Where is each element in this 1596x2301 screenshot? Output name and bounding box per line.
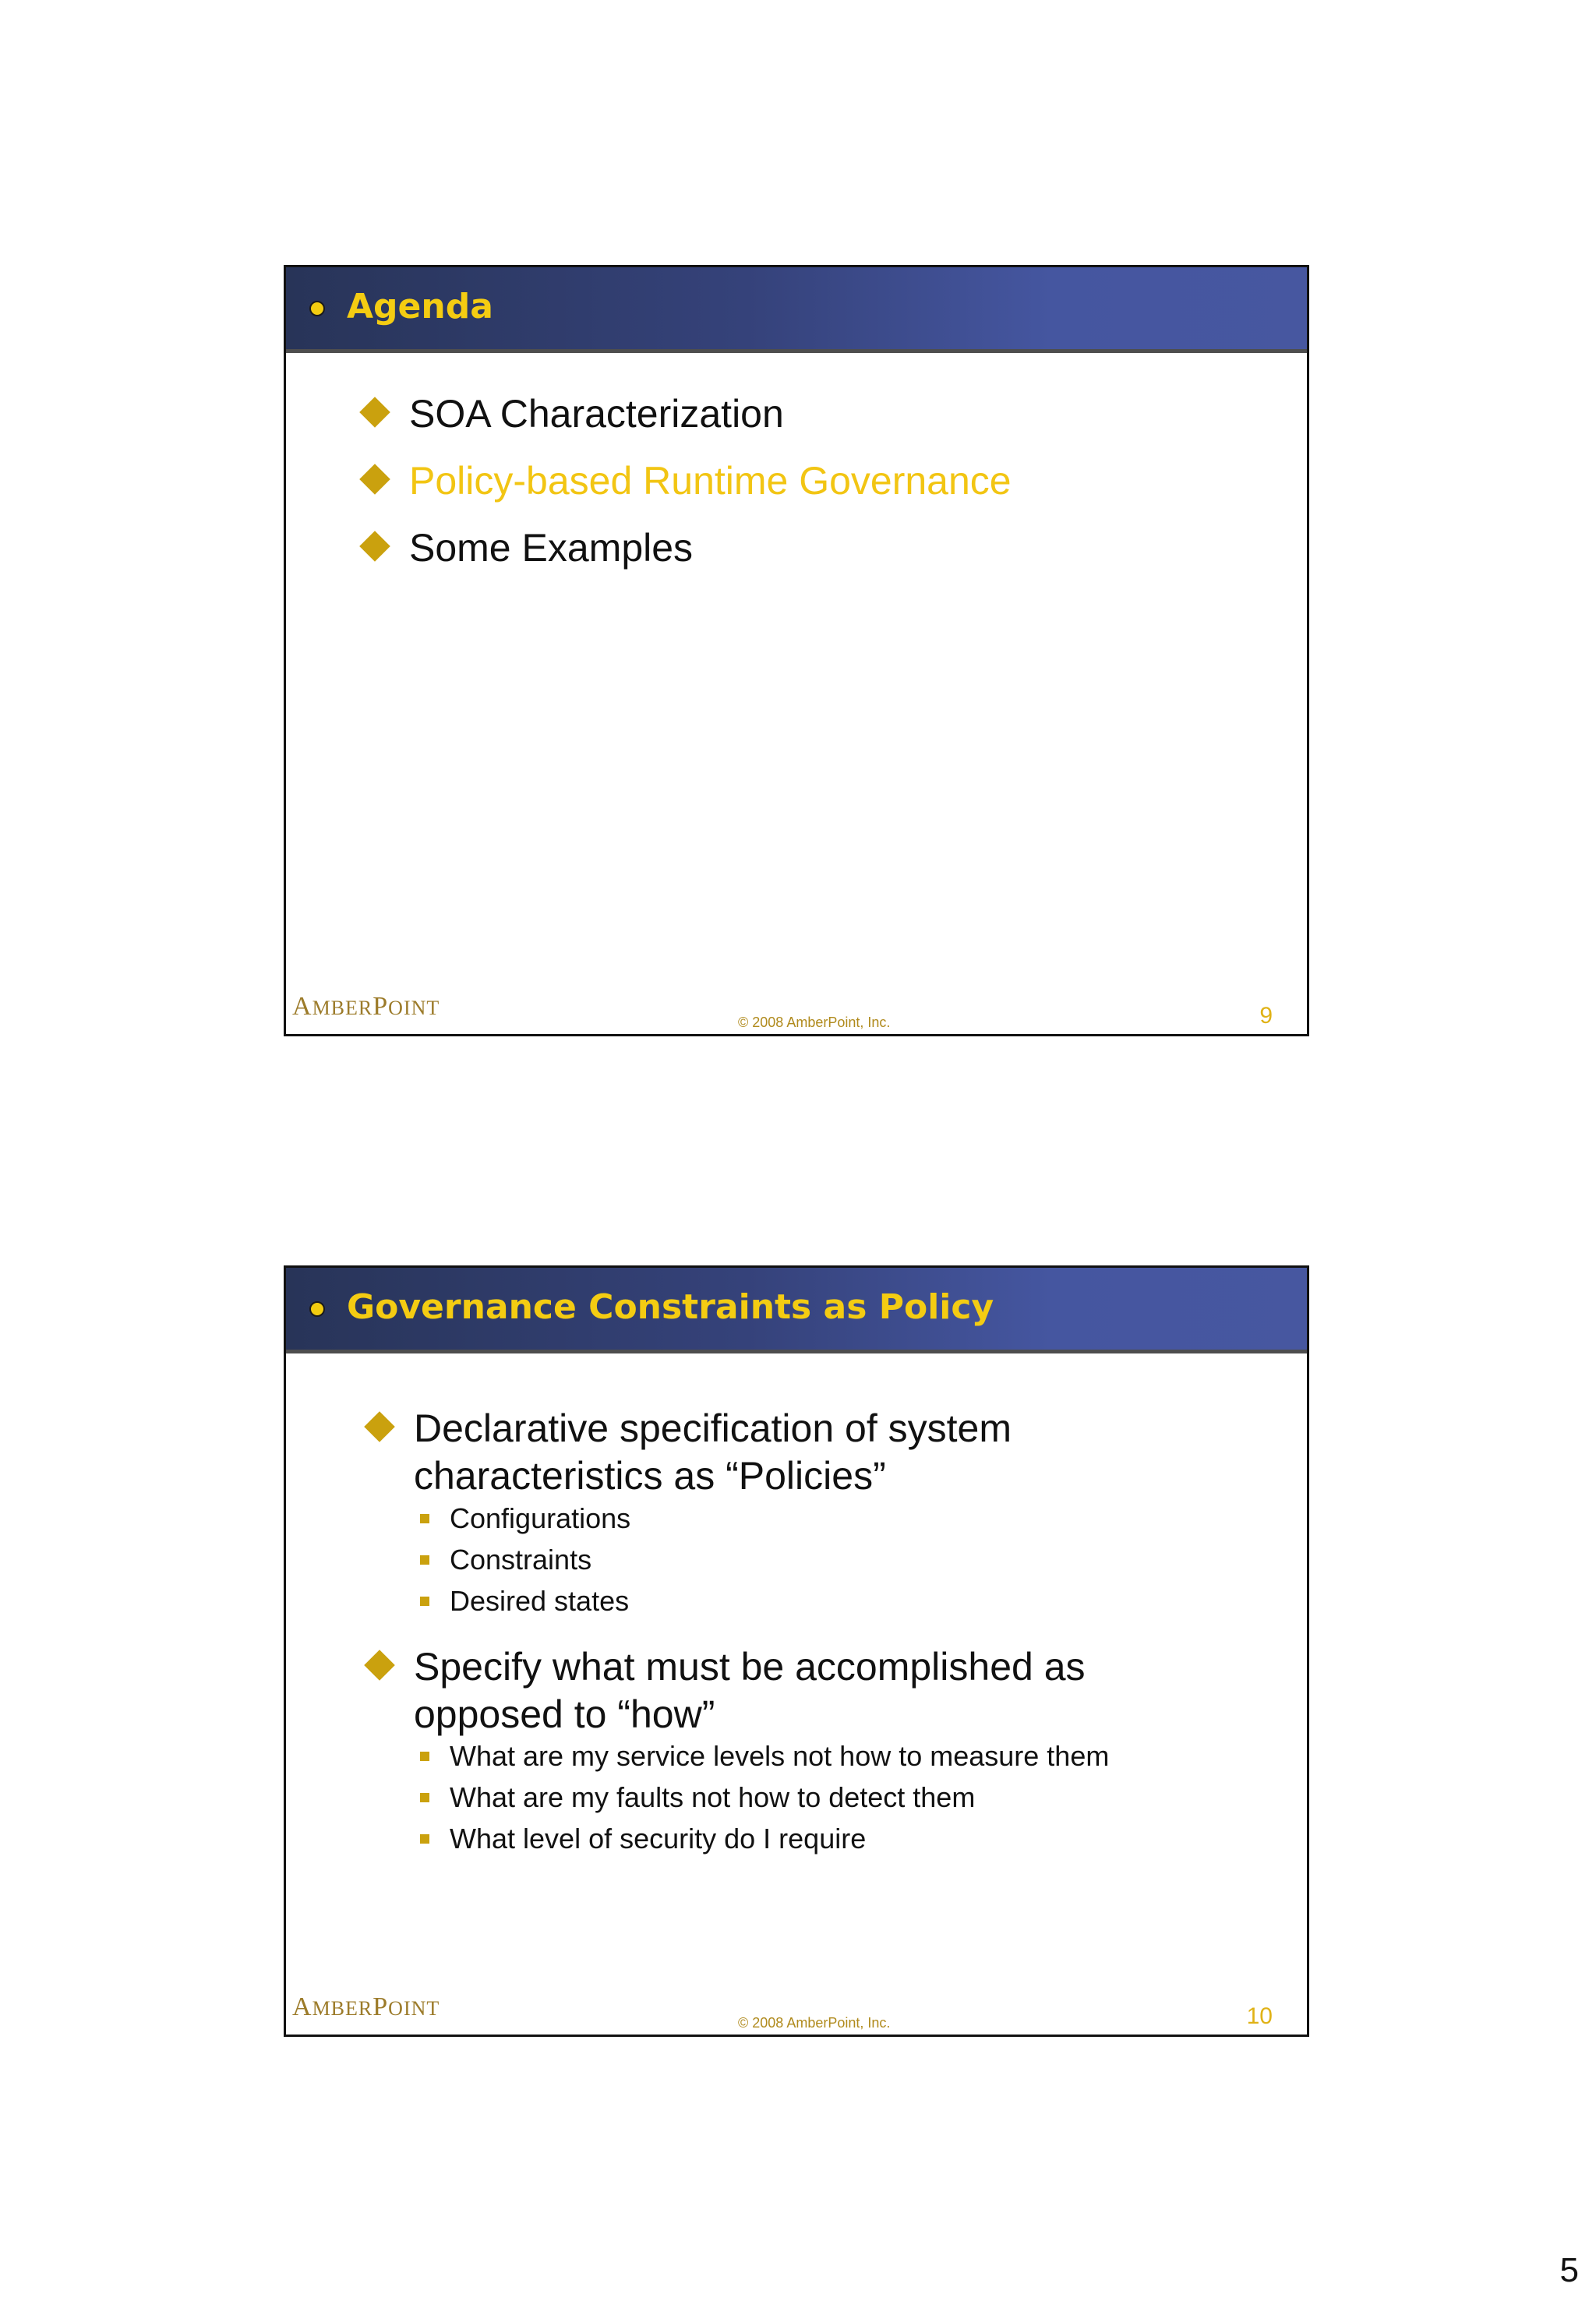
square-bullet-icon [420,1597,429,1606]
slide-title: Agenda [347,287,493,326]
slide-governance-constraints [284,1265,1309,2037]
amberpoint-logo: AMBERPOINT [292,992,440,1021]
square-bullet-icon [420,1514,429,1523]
agenda-item-text-highlighted: Policy-based Runtime Governance [409,459,1012,503]
slide-header [286,267,1307,353]
agenda-item-text: Some Examples [409,526,694,570]
sub-bullet-text: What are my faults not how to detect them [450,1781,976,1813]
bullet-item-line: characteristics as “Policies” [414,1454,886,1498]
header-bullet-icon [309,1301,325,1317]
diamond-bullet-icon [359,397,390,428]
square-bullet-icon [420,1555,429,1565]
copyright-notice: © 2008 AmberPoint, Inc. [738,1015,891,1030]
bullet-item-line: opposed to “how” [414,1692,715,1736]
slide-body [286,1353,1307,1961]
header-bullet-icon [309,301,325,316]
square-bullet-icon [420,1793,429,1802]
sub-bullet-text: Desired states [450,1585,630,1617]
diamond-bullet-icon [364,1411,395,1442]
slide-agenda [284,265,1309,1036]
square-bullet-icon [420,1834,429,1844]
slide-page-number: 9 [1259,1003,1273,1029]
sub-bullet-text: Constraints [450,1544,592,1576]
amberpoint-logo: AMBERPOINT [292,1992,440,2021]
slide-header [286,1268,1307,1353]
diamond-bullet-icon [359,464,390,495]
diamond-bullet-icon [364,1650,395,1681]
slide-body [286,353,1307,961]
slide-title: Governance Constraints as Policy [347,1287,994,1327]
sub-bullet-text: What level of security do I require [450,1823,867,1855]
document-page-number: 5 [1559,2251,1579,2289]
sub-bullet-text: What are my service levels not how to measure them [450,1740,1110,1772]
diamond-bullet-icon [359,531,390,562]
square-bullet-icon [420,1752,429,1761]
copyright-notice: © 2008 AmberPoint, Inc. [738,2015,891,2031]
bullet-item-line: Specify what must be accomplished as [414,1645,1086,1689]
agenda-item-text: SOA Characterization [409,392,784,436]
bullet-item-line: Declarative specification of system [414,1406,1012,1450]
sub-bullet-text: Configurations [450,1502,631,1534]
slide-page-number: 10 [1246,2003,1273,2029]
